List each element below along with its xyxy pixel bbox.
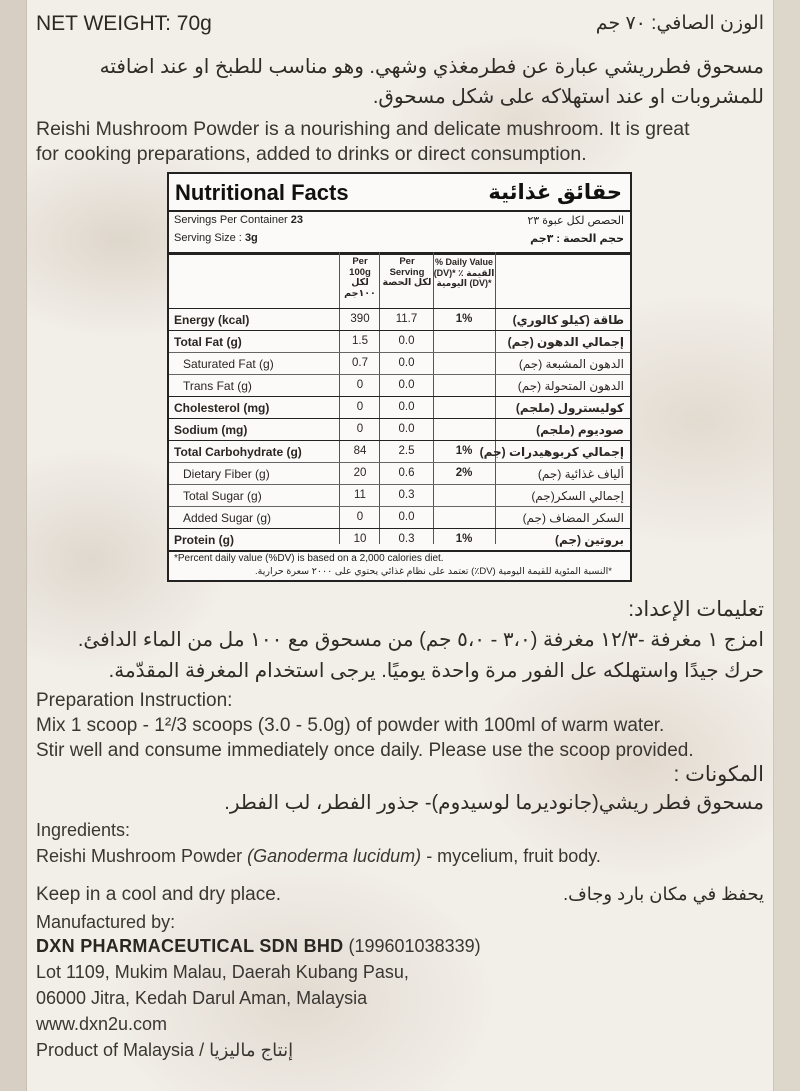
nutrient-row: Total Sugar (g) 11 0.3 إجمالي السكر(جم) [169, 484, 630, 507]
product-origin: Product of Malaysia / إنتاج ماليزيا [36, 1040, 294, 1060]
servings-per-container-ar: الحصص لكل عبوة ٢٣ [527, 215, 624, 227]
ingredients-en-line: Reishi Mushroom Powder (Ganoderma lucidum) - mycelium, fruit body. [36, 846, 601, 866]
nutrient-row: Sodium (mg) 0 0.0 صوديوم (ملجم) [169, 418, 630, 441]
description-en-line2: for cooking preparations, added to drinks or direct consumption. [36, 143, 587, 165]
nutrient-row: Dietary Fiber (g) 20 0.6 2% ألياف غذائية (جم) [169, 462, 630, 485]
manufactured-by-label: Manufactured by: [36, 912, 176, 932]
net-weight-en: NET WEIGHT: 70g [36, 12, 212, 35]
box-edge-right [773, 0, 800, 1091]
ingredients-title-en: Ingredients: [36, 820, 131, 840]
preparation-ar-line1: امزج ١ مغرفة -١٢/٣ مغرفة (٣،٠ - ٥،٠ جم) من مسحوق مع ١٠٠ مل من الماء الدافئ. [77, 629, 764, 651]
preparation-title-ar: تعليمات الإعداد: [628, 598, 764, 621]
manufacturer-website: www.dxn2u.com [36, 1014, 168, 1034]
col-per-serving-header: Per Serving لكل الحصة [382, 256, 432, 288]
manufacturer-name-line [36, 936, 481, 957]
nutrition-facts-table [167, 172, 632, 582]
ingredients-title-ar: المكونات : [673, 763, 764, 786]
preparation-title-en: Preparation Instruction: [36, 690, 233, 711]
net-weight-ar: الوزن الصافي: ٧٠ جم [595, 13, 764, 34]
nutrient-row: Energy (kcal) 390 11.7 1% طاقة (كيلو كالوري) [169, 308, 630, 331]
nutrient-row: Trans Fat (g) 0 0.0 الدهون المتحولة (جم) [169, 374, 630, 397]
nutrient-row: Protein (g) 10 0.3 1% بروتين (جم) [169, 528, 630, 551]
serving-size-ar: حجم الحصة : ٣جم [530, 233, 624, 245]
footnote-ar: *النسبة المئوية للقيمة اليومية (DV٪) تعتمد على نظام غذائي يحتوي على ٢٠٠٠ سعرة حرارية. [255, 566, 612, 577]
preparation-en-line1: Mix 1 scoop - 1²/3 scoops (3.0 - 5.0g) of powder with 100ml of warm water. [36, 715, 665, 736]
footnote-en: *Percent daily value (%DV) is based on a 2,000 calories diet. [174, 553, 444, 564]
preparation-en-line2: Stir well and consume immediately once daily. Please use the scoop provided. [36, 740, 694, 761]
nutrition-title-ar: حقائق غذائية [488, 181, 622, 204]
manufacturer-reg: (199601038339) [348, 936, 481, 956]
col-per-100g-header: Per 100g لكل ١٠٠جم [344, 256, 376, 299]
box-edge-left [0, 0, 27, 1091]
serving-size: Serving Size : 3g [174, 232, 258, 244]
manufacturer-address2: 06000 Jitra, Kedah Darul Aman, Malaysia [36, 988, 368, 1008]
nutrient-row: Added Sugar (g) 0 0.0 السكر المضاف (جم) [169, 506, 630, 529]
nutrient-row: Cholesterol (mg) 0 0.0 كوليسترول (ملجم) [169, 396, 630, 419]
manufacturer-address1: Lot 1109, Mukim Malau, Daerah Kubang Pasu, [36, 962, 409, 982]
servings-per-container: Servings Per Container 23 [174, 214, 304, 226]
manufacturer-name: DXN PHARMACEUTICAL SDN BHD [36, 936, 344, 956]
nutrient-row: Total Carbohydrate (g) 84 2.5 1% إجمالي كربوهيدرات (جم) [169, 440, 630, 463]
nutrition-title-en: Nutritional Facts [175, 180, 349, 205]
nutrient-row: Saturated Fat (g) 0.7 0.0 الدهون المشبعة (جم) [169, 352, 630, 375]
description-en-line1: Reishi Mushroom Powder is a nourishing and delicate mushroom. It is great [36, 118, 690, 140]
storage-en: Keep in a cool and dry place. [36, 884, 282, 905]
ingredients-ar-line: مسحوق فطر ريشي(جانوديرما لوسيدوم)- جذور الفطر، لب الفطر. [224, 792, 764, 814]
nutrient-row: Total Fat (g) 1.5 0.0 إجمالي الدهون (جم) [169, 330, 630, 353]
description-ar-line1: مسحوق فطرريشي عبارة عن فطرمغذي وشهي. وهو مناسب للطبخ او عند اضافته [99, 56, 764, 78]
preparation-ar-line2: حرك جيدًا واستهلكه عل الفور مرة واحدة يوميًا. يرجى استخدام المغرفة المقدّمة. [108, 660, 764, 682]
col-daily-value-header: % Daily Value (DV)* ٪ القيمة اليومية (DV)* [433, 257, 495, 288]
description-ar-line2: للمشروبات او عند استهلاكه على شكل مسحوق. [372, 86, 764, 108]
storage-ar: يحفظ في مكان بارد وجاف. [563, 884, 764, 904]
